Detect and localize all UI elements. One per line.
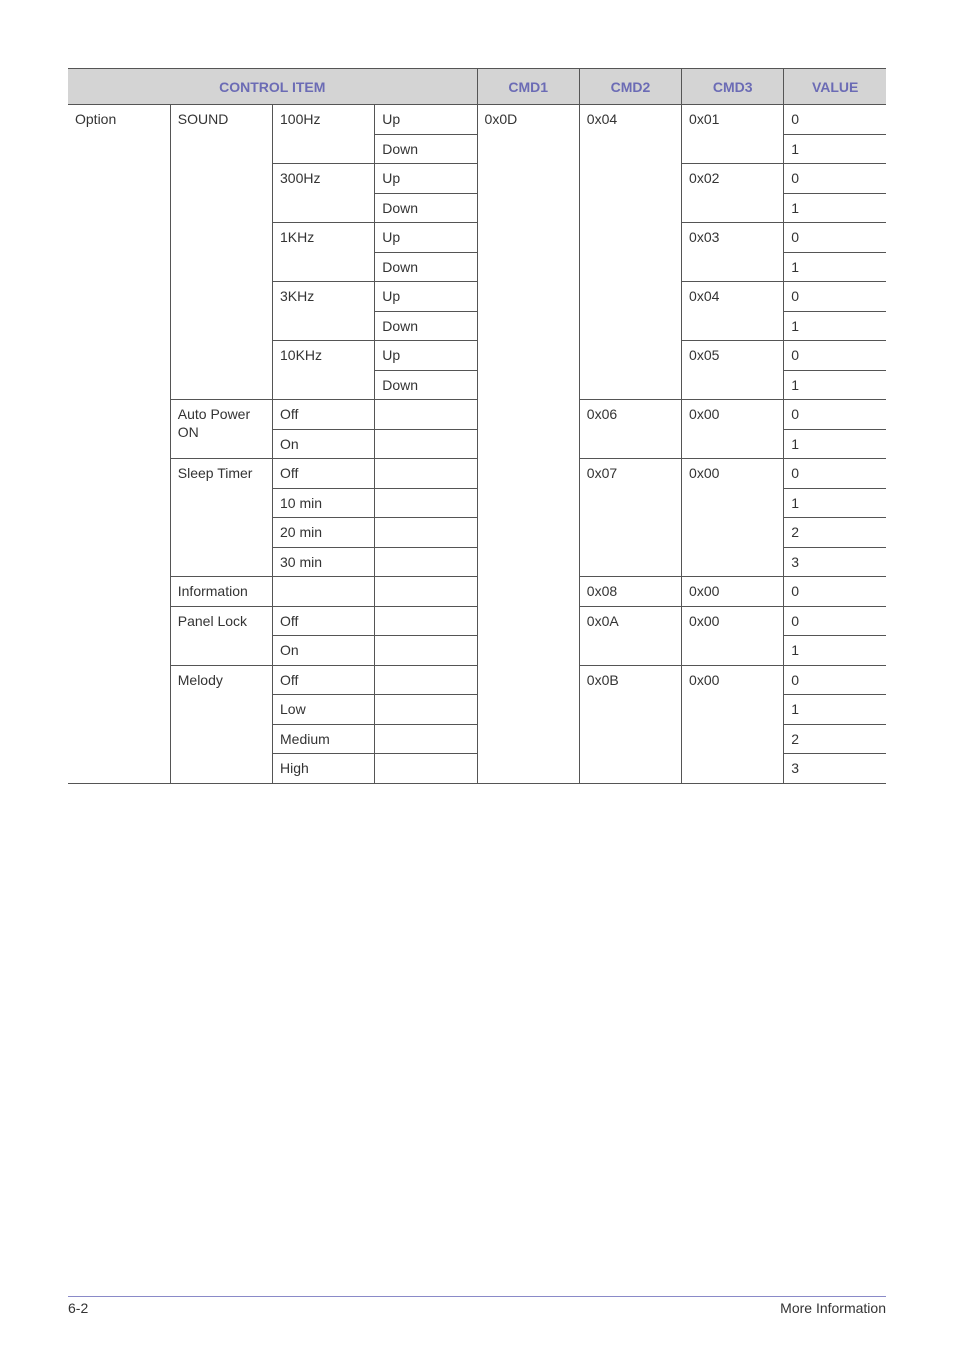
cmd3-cell: 0x03 [682, 223, 784, 282]
control-command-table [68, 68, 886, 784]
value-cell: 3 [784, 547, 886, 577]
table-row [68, 400, 886, 430]
setting-cell: Off [273, 665, 375, 695]
table-row [68, 606, 886, 636]
cmd2-cell: 0x06 [579, 400, 681, 459]
value-cell: 1 [784, 193, 886, 223]
table-row [68, 665, 886, 695]
value-cell: 1 [784, 252, 886, 282]
value-cell: 0 [784, 282, 886, 312]
empty-cell [375, 577, 477, 607]
empty-cell [375, 547, 477, 577]
cmd3-cell: 0x01 [682, 105, 784, 164]
setting-cell: Off [273, 400, 375, 430]
cmd1-cell: 0x0D [477, 105, 579, 784]
freq-cell: 3KHz [273, 282, 375, 341]
value-cell: 0 [784, 577, 886, 607]
empty-cell [273, 577, 375, 607]
value-cell: 1 [784, 370, 886, 400]
freq-cell: 300Hz [273, 164, 375, 223]
empty-cell [375, 518, 477, 548]
table-row [68, 459, 886, 489]
table-header-row [68, 69, 886, 105]
cmd3-cell: 0x00 [682, 577, 784, 607]
setting-cell: Low [273, 695, 375, 725]
cmd2-cell: 0x0B [579, 665, 681, 783]
value-cell: 3 [784, 754, 886, 784]
empty-cell [375, 488, 477, 518]
dir-cell: Up [375, 282, 477, 312]
empty-cell [375, 429, 477, 459]
panel-lock-label: Panel Lock [170, 606, 272, 665]
value-cell: 1 [784, 311, 886, 341]
empty-cell [375, 459, 477, 489]
value-cell: 1 [784, 636, 886, 666]
value-cell: 1 [784, 488, 886, 518]
dir-cell: Up [375, 164, 477, 194]
header-value: VALUE [784, 69, 886, 105]
value-cell: 1 [784, 134, 886, 164]
empty-cell [375, 400, 477, 430]
value-cell: 0 [784, 665, 886, 695]
footer-section-title: More Information [780, 1300, 886, 1316]
dir-cell: Down [375, 252, 477, 282]
page-number: 6-2 [68, 1300, 89, 1316]
table-row [68, 577, 886, 607]
auto-power-label: Auto Power ON [170, 400, 272, 459]
value-cell: 2 [784, 724, 886, 754]
header-control-item: CONTROL ITEM [68, 69, 477, 105]
dir-cell: Down [375, 134, 477, 164]
freq-cell: 10KHz [273, 341, 375, 400]
footer-divider [68, 1296, 886, 1297]
empty-cell [375, 665, 477, 695]
value-cell: 0 [784, 105, 886, 135]
setting-cell: Off [273, 459, 375, 489]
information-label: Information [170, 577, 272, 607]
cmd3-cell: 0x05 [682, 341, 784, 400]
header-cmd1: CMD1 [477, 69, 579, 105]
cmd3-cell: 0x04 [682, 282, 784, 341]
empty-cell [375, 695, 477, 725]
header-cmd3: CMD3 [682, 69, 784, 105]
setting-cell: 10 min [273, 488, 375, 518]
value-cell: 0 [784, 164, 886, 194]
header-cmd2: CMD2 [579, 69, 681, 105]
value-cell: 1 [784, 695, 886, 725]
empty-cell [375, 754, 477, 784]
empty-cell [375, 636, 477, 666]
setting-cell: Off [273, 606, 375, 636]
cmd3-cell: 0x00 [682, 665, 784, 783]
value-cell: 0 [784, 223, 886, 253]
cmd3-cell: 0x00 [682, 459, 784, 577]
setting-cell: Medium [273, 724, 375, 754]
option-cell: Option [68, 105, 170, 784]
freq-cell: 100Hz [273, 105, 375, 164]
sleep-timer-label: Sleep Timer [170, 459, 272, 577]
value-cell: 0 [784, 341, 886, 371]
setting-cell: 20 min [273, 518, 375, 548]
setting-cell: On [273, 636, 375, 666]
cmd2-cell: 0x04 [579, 105, 681, 400]
dir-cell: Down [375, 311, 477, 341]
cmd3-cell: 0x02 [682, 164, 784, 223]
value-cell: 1 [784, 429, 886, 459]
table-row [68, 105, 886, 135]
dir-cell: Up [375, 341, 477, 371]
dir-cell: Up [375, 223, 477, 253]
dir-cell: Down [375, 193, 477, 223]
cmd2-cell: 0x07 [579, 459, 681, 577]
empty-cell [375, 606, 477, 636]
cmd3-cell: 0x00 [682, 606, 784, 665]
dir-cell: Up [375, 105, 477, 135]
cmd3-cell: 0x00 [682, 400, 784, 459]
setting-cell: High [273, 754, 375, 784]
value-cell: 2 [784, 518, 886, 548]
empty-cell [375, 724, 477, 754]
setting-cell: 30 min [273, 547, 375, 577]
value-cell: 0 [784, 606, 886, 636]
dir-cell: Down [375, 370, 477, 400]
setting-cell: On [273, 429, 375, 459]
sound-label: SOUND [170, 105, 272, 400]
cmd2-cell: 0x08 [579, 577, 681, 607]
freq-cell: 1KHz [273, 223, 375, 282]
melody-label: Melody [170, 665, 272, 783]
cmd2-cell: 0x0A [579, 606, 681, 665]
value-cell: 0 [784, 459, 886, 489]
value-cell: 0 [784, 400, 886, 430]
